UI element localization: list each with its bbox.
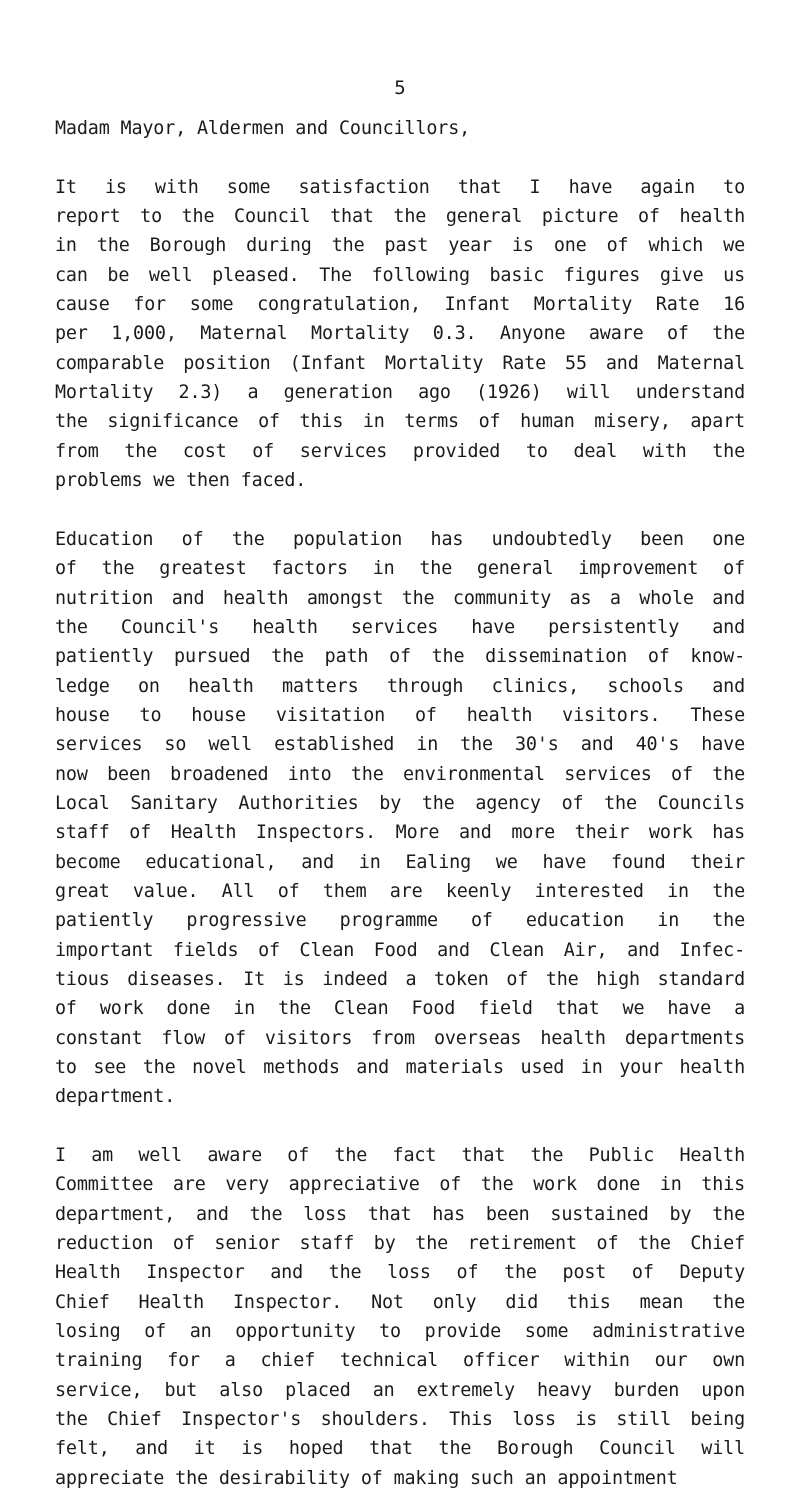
salutation: Madam Mayor, Aldermen and Councillors, xyxy=(55,118,471,139)
text-line: department. xyxy=(55,1086,176,1108)
page-number: 5 xyxy=(394,77,406,99)
text-line: cause for some congratulation, Infant Mortality Rate 16 xyxy=(55,294,745,316)
text-line: losing of an opportunity to provide some administrative xyxy=(55,1321,745,1343)
text-line: patiently pursued the path of the dissemination of know- xyxy=(55,646,745,668)
text-line: constant flow of visitors from overseas health departments xyxy=(55,1027,745,1049)
paragraph-gap xyxy=(55,143,745,172)
paragraph-gap xyxy=(55,495,745,524)
text-line: from the cost of services provided to deal with the xyxy=(55,440,745,462)
paragraph-2 xyxy=(55,525,745,1112)
text-line: service, but also placed an extremely heavy burden upon xyxy=(55,1379,745,1401)
text-line: department, and the loss that has been sustained by the xyxy=(55,1203,745,1225)
text-line: services so well established in the 30's and 40's have xyxy=(55,734,745,756)
text-line: of the greatest factors in the general improvement of xyxy=(55,558,745,580)
text-line: important fields of Clean Food and Clean Air, and Infec- xyxy=(55,939,745,961)
text-line: felt, and it is hoped that the Borough Council will xyxy=(55,1438,745,1460)
text-line: training for a chief technical officer within our own xyxy=(55,1350,745,1372)
text-line: staff of Health Inspectors. More and more their work has xyxy=(55,822,745,844)
text-line: Mortality 2.3) a generation ago (1926) will understand xyxy=(55,382,745,404)
text-line: the Council's health services have persistently and xyxy=(55,616,745,638)
text-line: It is with some satisfaction that I have again to xyxy=(55,176,745,198)
text-line: appreciate the desirability of making such an appointment xyxy=(55,1467,678,1489)
text-line: can be well pleased. The following basic figures give us xyxy=(55,264,745,286)
text-line: the Chief Inspector's shoulders. This loss is still being xyxy=(55,1409,745,1431)
text-line: nutrition and health amongst the community as a whole and xyxy=(55,587,745,609)
text-line: of work done in the Clean Food field that we have a xyxy=(55,998,745,1020)
text-line: per 1,000, Maternal Mortality 0.3. Anyone aware of the xyxy=(55,323,745,345)
text-line: I am well aware of the fact that the Public Health xyxy=(55,1145,745,1167)
paragraph-3 xyxy=(55,1141,745,1493)
text-line: Education of the population has undoubtedly been one xyxy=(55,528,745,550)
paragraph-gap xyxy=(55,1112,745,1141)
text-line: Chief Health Inspector. Not only did this mean the xyxy=(55,1291,745,1313)
text-line: now been broadened into the environmental services of the xyxy=(55,763,745,785)
report-body xyxy=(55,114,745,1493)
text-line: Health Inspector and the loss of the post of Deputy xyxy=(55,1262,745,1284)
text-line: the significance of this in terms of human misery, apart xyxy=(55,411,745,433)
text-line: report to the Council that the general picture of health xyxy=(55,206,745,228)
text-line: Local Sanitary Authorities by the agency of the Councils xyxy=(55,792,745,814)
text-line: problems we then faced. xyxy=(55,470,307,492)
text-line: comparable position (Infant Mortality Rate 55 and Maternal xyxy=(55,352,745,374)
paragraph-1 xyxy=(55,173,745,496)
text-line: become educational, and in Ealing we have found their xyxy=(55,851,745,873)
text-line: tious diseases. It is indeed a token of the high standard xyxy=(55,968,745,990)
text-line: reduction of senior staff by the retirement of the Chief xyxy=(55,1233,745,1255)
text-line: to see the novel methods and materials used in your health xyxy=(55,1057,745,1078)
text-line: patiently progressive programme of education in the xyxy=(55,910,745,932)
text-line: Committee are very appreciative of the work done in this xyxy=(55,1174,745,1196)
text-line: ledge on health matters through clinics, schools and xyxy=(55,675,745,697)
text-line: great value. All of them are keenly interested in the xyxy=(55,880,745,902)
text-line: in the Borough during the past year is one of which we xyxy=(55,235,745,257)
text-line: house to house visitation of health visitors. These xyxy=(55,704,745,726)
